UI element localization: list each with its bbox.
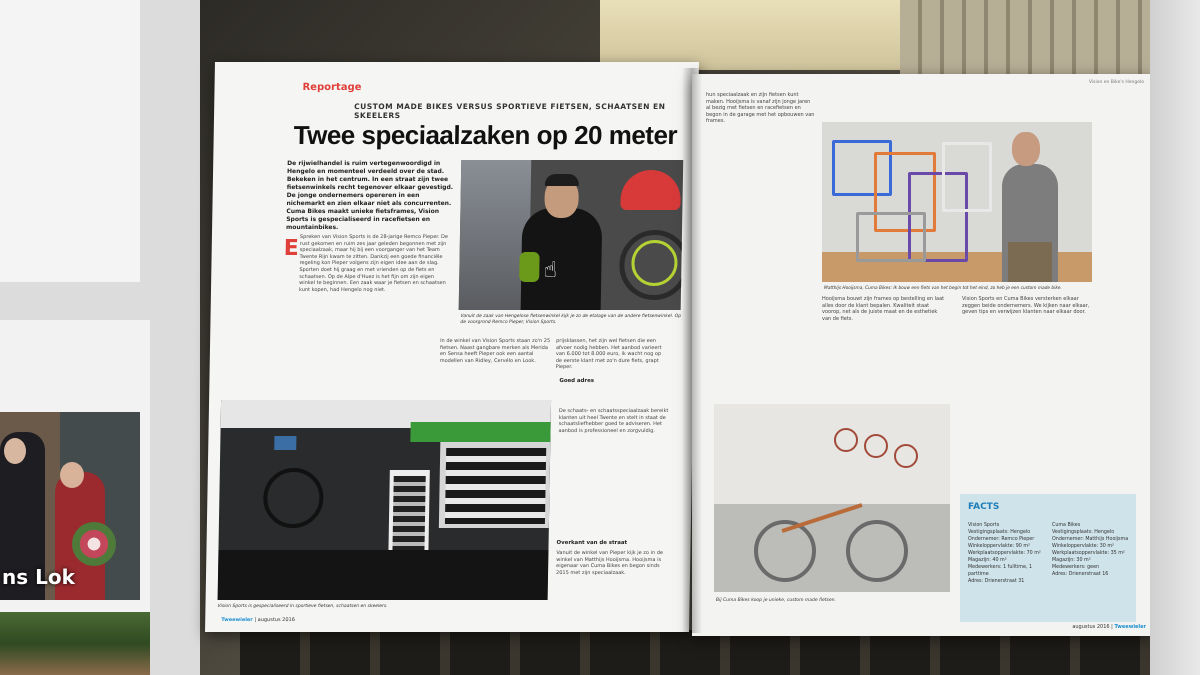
photo-caption-frames: Matthijs Hooijsma, Cuma Bikes: Ik bouw een fiets van het begin tot het eind, zo heb je een custom made bike.	[824, 286, 1062, 291]
facts-item: Vestigingsplaats: Hengelo	[968, 530, 1031, 535]
hanging-wheel	[894, 444, 918, 468]
subtitle-overkant: Overkant van de straat	[556, 540, 628, 546]
right-page-header: Vision en Bike's Hengelo	[1088, 80, 1144, 85]
owner-cap	[545, 174, 579, 186]
photo-caption-owner: Vanuit de zaak van Hengelose fietsenwinkel kijk je zo de etalage van de andere fietsenwinkel. Op de voorgrond Remco Pieper, Vision Sports.	[460, 314, 682, 325]
hand-pointer-icon[interactable]: ☝	[543, 258, 558, 283]
facts-item: Winkeloppervlakte: 90 m²	[968, 544, 1030, 549]
footer-brand: Tweewieler	[221, 617, 253, 623]
helmet-icon	[620, 170, 681, 210]
right-panel-edge	[1150, 0, 1200, 675]
right-body-column-2: Vision Sports en Cuma Bikes versterken elkaar zeggen beide ondernemers. We kijken naar elkaar, geven tips en verwijzen klanten naar elkaar door.	[962, 296, 1090, 316]
right-body-top: hun speciaalzaak en zijn fietsen kunt maken. Hooijsma is vanaf zijn jonge jaren al bezig met fietsen en racefietsen en begon in de garage met het opbouwen van frames.	[706, 92, 815, 125]
bike-wheel-rear	[846, 520, 908, 582]
shop-floor	[218, 550, 549, 600]
spread-gutter	[682, 68, 702, 633]
facts-item: Werkplaatsoppervlakte: 70 m²	[968, 551, 1041, 556]
photo-caption-shop: Vision Sports is gespecialiseerd in sportieve fietsen, schaatsen en skeelers.	[217, 604, 388, 609]
page-footer-right	[1072, 624, 1146, 630]
photo-caption-bikes: Bij Cuma Bikes koop je unieke, custom made fietsen.	[716, 598, 836, 603]
section-tag: Reportage	[302, 82, 362, 93]
body-column-2: In de winkel van Vision Sports staan zo'n 25 fietsen. Naast gangbare merken als Merida en Sensa heeft Pieper ook een aantal modellen van Ridley, Cervélo en Look.	[439, 338, 551, 364]
facts-item: Medewerkers: 1 fulltime, 1 parttime	[968, 565, 1033, 577]
facts-item: Vision Sports	[968, 523, 1000, 528]
body-column-1: Spreken van Vision Sports is de 28-jarige Remco Pieper. De rust gekomen en ruim zes jaar geleden begonnen met zijn speciaalzaak, maar hij bij een voorganger van het Team Twente Rijn kwam te zitten. Dankzij een goede financiële regeling kon Pieper volgens zijn eigen idee aan de slag. Sporten doet hij graag en met vrienden op de fiets en schaatsen. Op de Alpe d'Huez is het fijn om zijn eigen winkel te beginnen. Een zaak waar je fietsen en schaatsen kunt kopen, had Hengelo nog niet.	[298, 234, 449, 293]
shop-owner-photo	[459, 160, 684, 310]
screen-display	[274, 436, 296, 450]
man-face	[4, 438, 26, 464]
shop-floor-2	[714, 504, 950, 592]
body-column-5: Vanuit de winkel van Pieper kijk je zo in de winkel van Matthijs Hooijsma. Hooijsma is eigenaar van Cuma Bikes en begon sinds 2015 met zijn speciaalzaak.	[556, 550, 664, 576]
garden-photo[interactable]	[0, 612, 150, 675]
facts-column-vision	[968, 522, 1050, 585]
facts-item: Vestigingsplaats: Hengelo	[1052, 530, 1115, 535]
magazine-spread	[204, 58, 1164, 638]
builder-legs	[1008, 242, 1052, 282]
facts-item: Adres: Drienerstraat 16	[1052, 572, 1109, 577]
subtitle-goed-adres: Goed adres	[559, 378, 595, 384]
blank-card[interactable]	[0, 0, 140, 282]
facts-item: Adres: Drienerstraat 31	[968, 579, 1025, 584]
facts-item: Ondernemer: Matthijs Hooijsma	[1052, 537, 1129, 542]
facts-item: Cuma Bikes	[1052, 523, 1081, 528]
footer-date: augustus 2016 |	[1072, 624, 1113, 630]
left-page	[205, 62, 699, 632]
flower-bouquet	[72, 522, 116, 566]
right-page	[692, 74, 1152, 636]
body-column-3: prijsklassen, het zijn wel fietsen die een afvoer nodig hebben. Het aanbod varieert van 6.000 tot 8.000 euro, ik wacht nog op de eerste klant met zo'n dure fiets, grapt Pieper.	[555, 338, 662, 371]
frames-photo	[822, 122, 1092, 282]
bike-shop-photo	[714, 404, 950, 592]
body-column-4: De schaats- en schaatsspeciaalzaak bereikt klanten uit heel Twente en stelt in staat de schaatsliefhebber goed te adviseren. Het aanbod is professioneel en zorgvuldig.	[558, 408, 669, 434]
facts-item: Winkeloppervlakte: 30 m²	[1052, 544, 1114, 549]
article-lead: De rijwielhandel is ruim vertegenwoordigd in Hengelo en momenteel verdeeld over de stad. Bekeken in het centrum. In een straat zijn twee fietsenwinkels recht tegenover elkaar gevestigd. De jonge ondernemers opereren in een nichemarkt en zien elkaar niet als concurrenten. Cuma Bikes maakt unieke fietsframes, Vision Sports is gespecialiseerd in racefietsen en mountainbikes.	[286, 160, 454, 231]
facts-box	[960, 494, 1136, 622]
right-body-column-1: Hooijsma bouwt zijn frames op bestelling en laat alles door de klant bepalen. Kwaliteit staat voorop, net als de juiste maat en de esthetiek van de fiets.	[822, 296, 945, 322]
footer-brand: Tweewieler	[1114, 624, 1146, 630]
footer-date: | augustus 2016	[254, 617, 295, 623]
facts-title: FACTS	[968, 502, 1000, 512]
photo-caption: ns Lok	[2, 565, 75, 589]
bike-frame-grey	[856, 212, 926, 262]
facts-item: Magazijn: 40 m²	[968, 558, 1007, 563]
bike-frame-white	[942, 142, 992, 212]
article-subhead: CUSTOM MADE BIKES VERSUS SPORTIEVE FIETSEN, SCHAATSEN EN SKEELERS	[353, 102, 666, 120]
facts-column-cuma	[1052, 522, 1134, 578]
facts-item: Werkplaatsoppervlakte: 35 m²	[1052, 551, 1125, 556]
builder-head	[1012, 132, 1040, 166]
facts-item: Magazijn: 30 m²	[1052, 558, 1091, 563]
page-footer-left	[221, 617, 295, 623]
shop-interior-photo	[218, 400, 551, 600]
shoe-display	[445, 448, 546, 524]
facts-item: Medewerkers: geen	[1052, 565, 1100, 570]
left-photo-panel	[0, 0, 200, 675]
green-banner	[410, 422, 550, 442]
facts-item: Ondernemer: Remco Pieper	[968, 537, 1035, 542]
woman-face	[60, 462, 84, 488]
article-headline: Twee speciaalzaken op 20 meter	[293, 120, 678, 150]
dropcap: E	[283, 236, 299, 261]
hanging-wheel	[864, 434, 888, 458]
bike-wheel	[263, 468, 324, 528]
hanging-wheel	[834, 428, 858, 452]
